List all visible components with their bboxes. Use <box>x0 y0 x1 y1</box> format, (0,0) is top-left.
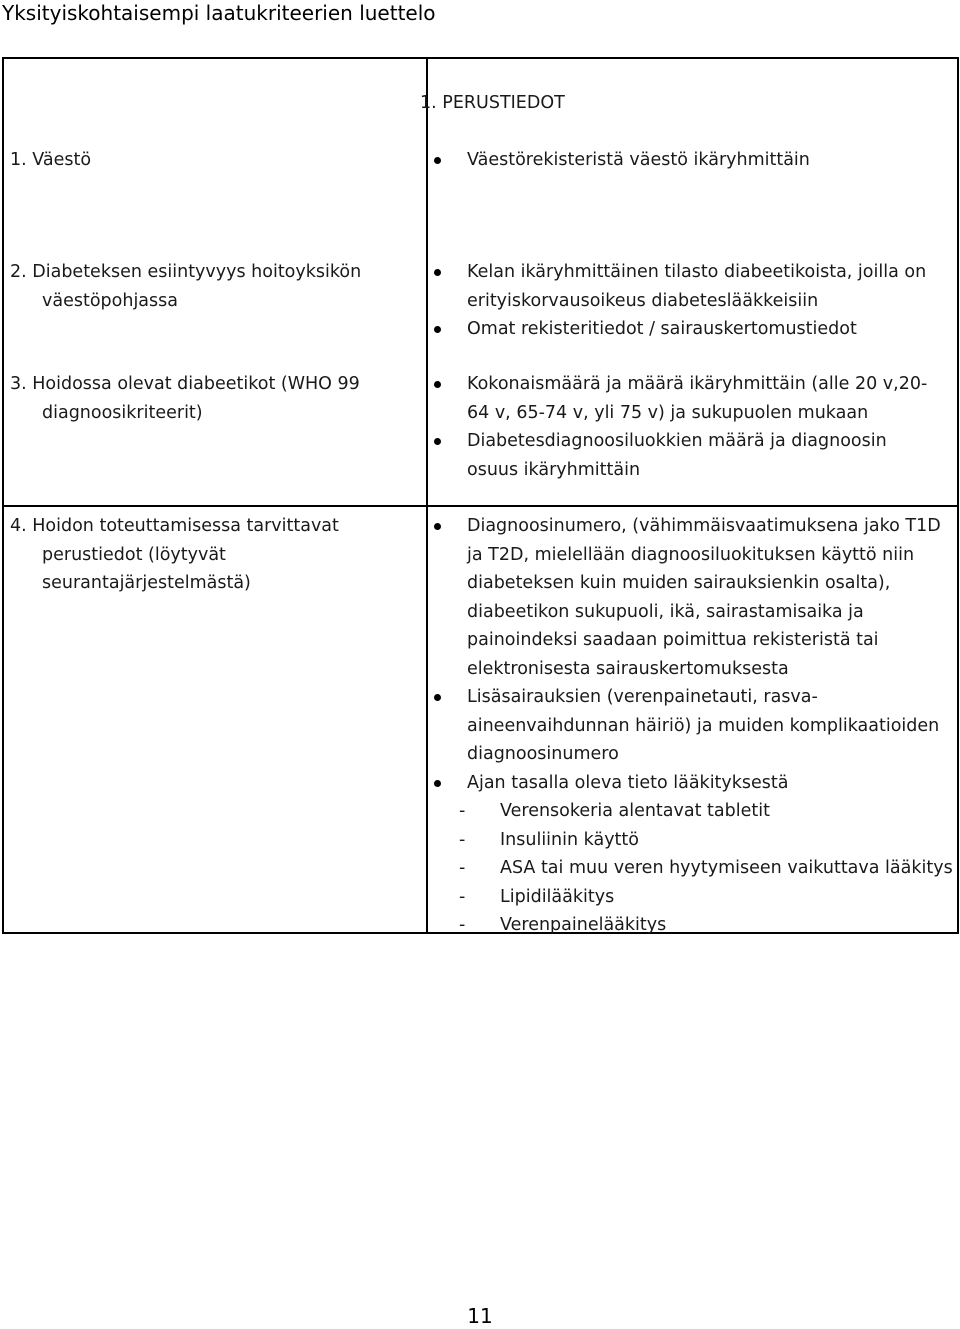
dash-marker: - <box>459 886 466 907</box>
bullet-icon <box>434 381 441 388</box>
bullet-item-text: diabeteksen kuin muiden sairauksienkin osalta), <box>467 573 891 593</box>
bullet-item-text: aineenvaihdunnan häiriö) ja muiden komplikaatioiden <box>467 715 940 736</box>
dash-item-text: Verenpainelääkitys <box>500 915 667 935</box>
row-label: 3. Hoidossa olevat diabeetikot (WHO 99 <box>10 374 360 394</box>
bullet-item-text: Omat rekisteritiedot / sairauskertomustiedot <box>467 319 857 339</box>
column-divider <box>426 57 428 934</box>
bullet-icon <box>434 523 441 530</box>
bullet-icon <box>434 326 441 333</box>
bullet-icon <box>434 780 441 787</box>
row-label: perustiedot (löytyvät <box>42 544 226 565</box>
dash-item-text: Insuliinin käyttö <box>500 829 639 850</box>
bullet-item-text: Kokonaismäärä ja määrä ikäryhmittäin (alle 20 v,20- <box>467 374 928 394</box>
bullet-item-text: diagnoosinumero <box>467 744 619 764</box>
page-number: 11 <box>467 1304 493 1328</box>
bullet-item-text: Ajan tasalla oleva tieto lääkityksestä <box>467 772 789 793</box>
row-label: diagnoosikriteerit) <box>42 402 203 423</box>
document-title: Yksityiskohtaisempi laatukriteerien luettelo <box>2 1 436 25</box>
bullet-item-text: painoindeksi saadaan poimittua rekisteristä tai <box>467 630 879 650</box>
row-label: seurantajärjestelmästä) <box>42 573 251 593</box>
bullet-item-text: osuus ikäryhmittäin <box>467 459 641 480</box>
dash-item-text: ASA tai muu veren hyytymiseen vaikuttava lääkitys <box>500 858 953 878</box>
dash-marker: - <box>459 801 466 821</box>
row-divider <box>2 505 959 507</box>
dash-item-text: Lipidilääkitys <box>500 886 615 907</box>
bullet-item-text: Väestörekisteristä väestö ikäryhmittäin <box>467 150 810 170</box>
dash-marker: - <box>459 858 466 878</box>
row-label: 2. Diabeteksen esiintyvyys hoitoyksikön <box>10 262 362 282</box>
bullet-item-text: Diagnoosinumero, (vähimmäisvaatimuksena jako T1D <box>467 516 941 536</box>
bullet-item-text: Diabetesdiagnoosiluokkien määrä ja diagnoosin <box>467 431 887 451</box>
row-label: 1. Väestö <box>10 150 92 170</box>
bullet-item-text: elektronisesta sairauskertomuksesta <box>467 658 789 679</box>
row-label: 4. Hoidon toteuttamisessa tarvittavat <box>10 516 339 536</box>
row-label: väestöpohjassa <box>42 290 178 311</box>
dash-item-text: Verensokeria alentavat tabletit <box>500 801 770 821</box>
bullet-icon <box>434 269 441 276</box>
bullet-icon <box>434 694 441 701</box>
dash-marker: - <box>459 829 466 850</box>
criteria-table <box>2 57 959 934</box>
bullet-item-text: Kelan ikäryhmittäinen tilasto diabeetikoista, joilla on <box>467 262 927 282</box>
bullet-icon <box>434 157 441 164</box>
bullet-icon <box>434 438 441 445</box>
bullet-item-text: erityiskorvausoikeus diabeteslääkkeisiin <box>467 290 819 311</box>
section-header: 1. PERUSTIEDOT <box>420 93 565 113</box>
bullet-item-text: Lisäsairauksien (verenpainetauti, rasva- <box>467 687 818 707</box>
dash-marker: - <box>459 915 466 935</box>
bullet-item-text: diabeetikon sukupuoli, ikä, sairastamisaika ja <box>467 601 864 622</box>
bullet-item-text: ja T2D, mielellään diagnoosiluokituksen käyttö niin <box>467 544 915 565</box>
bullet-item-text: 64 v, 65-74 v, yli 75 v) ja sukupuolen mukaan <box>467 402 869 423</box>
